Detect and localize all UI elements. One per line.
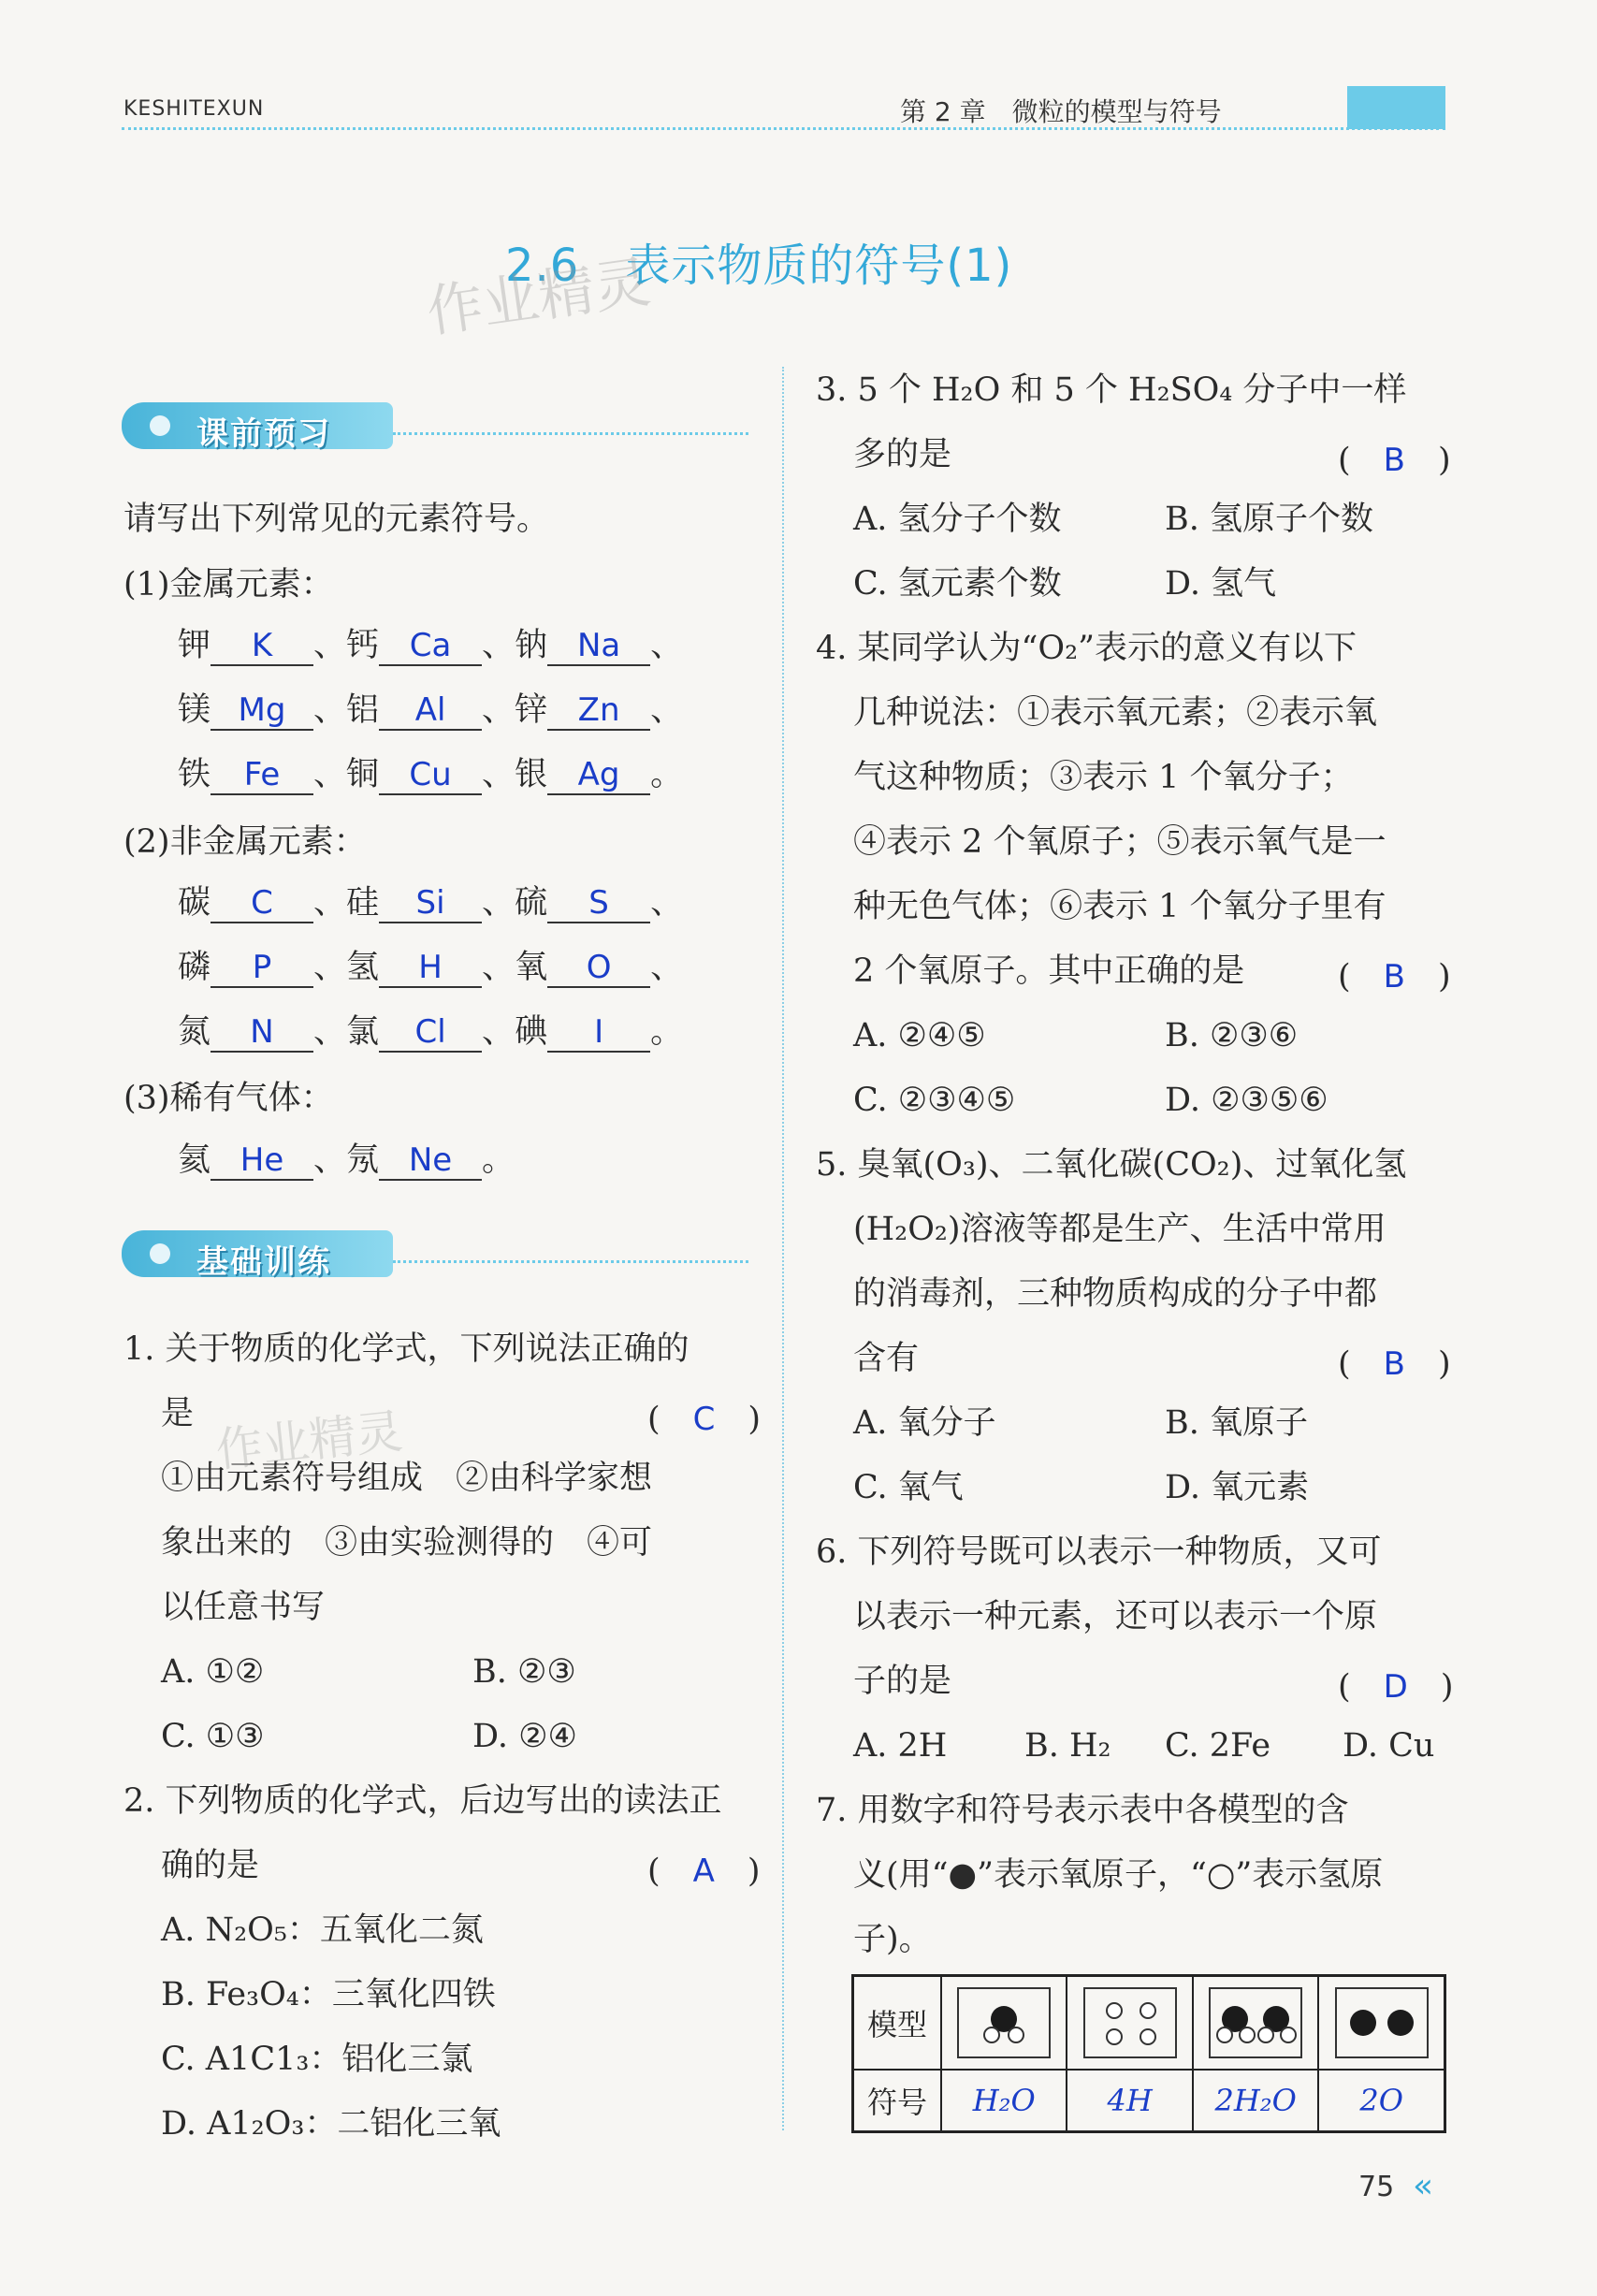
symbol-cell-4: 2O: [1318, 2070, 1445, 2131]
q3-option-b: B. 氢原子个数: [1165, 501, 1373, 538]
element-name: 锌: [515, 691, 548, 729]
answer-letter: A: [692, 1853, 715, 1890]
answer-blank: He: [211, 1141, 313, 1181]
answer-blank: O: [547, 949, 650, 988]
banner-tail: [393, 432, 748, 435]
model-cell-2: [1067, 1976, 1192, 2071]
q3-stem-2: 多的是: [853, 436, 952, 473]
q6-option-b: B. H₂: [1024, 1727, 1111, 1765]
element-name: 镁: [178, 691, 211, 729]
q5-stem-3: 的消毒剂，三种物质构成的分子中都: [853, 1275, 1378, 1313]
answer-blank: Zn: [547, 691, 650, 731]
element-name: 氦: [178, 1141, 211, 1179]
answer-blank: I: [547, 1013, 650, 1053]
banner-dot-icon: [150, 1243, 170, 1264]
symbol-cell-1: H₂O: [941, 2070, 1067, 2131]
q7-stem-1: 7. 用数字和符号表示表中各模型的含: [816, 1792, 1349, 1829]
model-cell-4: [1318, 1976, 1445, 2071]
answer-blank: N: [211, 1013, 313, 1053]
nonmetal-row-2: 磷 P 、氢 H 、氧 O 、: [178, 949, 684, 986]
metal-heading: (1)金属元素：: [123, 566, 334, 603]
q6-option-d: D. Cu: [1343, 1727, 1435, 1765]
q1-option-d: D. ②④: [472, 1718, 577, 1755]
q5-stem-1: 5. 臭氧(O₃)、二氧化碳(CO₂)、过氧化氢: [816, 1146, 1407, 1184]
chapter-title: 第 2 章 微粒的模型与符号: [900, 96, 1222, 127]
row-label-model: 模型: [853, 1976, 942, 2071]
q3-stem-1: 3. 5 个 H₂O 和 5 个 H₂SO₄ 分子中一样: [816, 371, 1407, 409]
element-name: 碳: [178, 884, 211, 922]
two-water-molecules-icon: [1209, 1987, 1302, 2058]
q2-stem-2: 确的是: [161, 1847, 260, 1884]
answer-blank: Cu: [379, 756, 482, 795]
symbol-cell-2: 4H: [1067, 2070, 1192, 2131]
element-name: 氯: [346, 1013, 380, 1051]
model-table: [851, 1974, 1446, 2133]
element-name: 铝: [346, 691, 380, 729]
answer-blank: P: [211, 949, 313, 988]
q4-stem-6: 2 个氧原子。其中正确的是: [853, 952, 1245, 990]
answer-blank: Fe: [211, 756, 313, 795]
symbol-cell-3: 2H₂O: [1193, 2070, 1318, 2131]
q6-answer: ( D ): [1338, 1668, 1454, 1706]
q3-answer: ( B ): [1338, 442, 1451, 479]
q2-stem-1: 2. 下列物质的化学式，后边写出的读法正: [123, 1782, 722, 1820]
q1-stem-2: 是: [161, 1395, 195, 1432]
answer-letter: B: [1383, 1345, 1405, 1383]
lesson-title: 2.6 表示物质的符号(1): [505, 240, 1013, 292]
q6-stem-3: 子的是: [853, 1663, 952, 1700]
q1-option-c: C. ①③: [161, 1718, 265, 1755]
answer-blank: Ne: [379, 1141, 482, 1181]
element-name: 钠: [515, 627, 548, 664]
nonmetal-heading: (2)非金属元素：: [123, 823, 367, 861]
answer-blank: H: [379, 949, 482, 988]
q5-option-a: A. 氧分子: [853, 1404, 996, 1442]
element-name: 磷: [178, 949, 211, 986]
q5-stem-2: (H₂O₂)溶液等都是生产、生活中常用: [853, 1211, 1386, 1248]
q7-stem-3: 子)。: [853, 1921, 932, 1958]
q4-stem-3: 气这种物质；③表示 1 个氧分子；: [853, 759, 1354, 796]
q2-option-b: B. Fe₃O₄：三氧化四铁: [161, 1976, 496, 2013]
nonmetal-row-1: 碳 C 、硅 Si 、硫 S 、: [178, 884, 684, 922]
metal-row-3: 铁 Fe 、铜 Cu 、银 Ag 。: [178, 756, 684, 793]
section-title-preview: 课前预习: [196, 415, 331, 453]
element-name: 氢: [346, 949, 380, 986]
column-divider: [782, 367, 784, 2130]
q5-answer: ( B ): [1338, 1345, 1451, 1383]
answer-blank: Mg: [211, 691, 313, 731]
answer-blank: Na: [547, 627, 650, 666]
header-brand: KESHITEXUN: [123, 97, 265, 121]
q6-option-a: A. 2H: [853, 1727, 948, 1765]
q1-option-b: B. ②③: [472, 1653, 576, 1691]
q4-option-a: A. ②④⑤: [853, 1017, 986, 1054]
element-name: 钾: [178, 627, 211, 664]
metal-row-1: 钾 K 、钙 Ca 、钠 Na 、: [178, 627, 684, 664]
answer-blank: Ag: [547, 756, 650, 795]
nonmetal-row-3: 氮 N 、氯 Cl 、碘 I 。: [178, 1013, 684, 1051]
answer-letter: C: [692, 1401, 716, 1438]
element-name: 碘: [515, 1013, 548, 1051]
q1-stem-1: 1. 关于物质的化学式，下列说法正确的: [123, 1330, 690, 1368]
q4-stem-5: 种无色气体；⑥表示 1 个氧分子里有: [853, 888, 1386, 925]
row-label-symbol: 符号: [853, 2070, 942, 2131]
element-name: 硅: [346, 884, 380, 922]
answer-letter: B: [1383, 442, 1405, 479]
header-divider: [122, 127, 1445, 130]
q4-answer: ( B ): [1338, 958, 1451, 995]
element-name: 钙: [346, 627, 380, 664]
q2-option-a: A. N₂O₅：五氧化二氮: [161, 1911, 484, 1949]
four-hydrogen-atoms-icon: [1083, 1987, 1177, 2058]
answer-blank: K: [211, 627, 313, 666]
q7-stem-2: 义(用“●”表示氧原子，“○”表示氢原: [853, 1856, 1384, 1894]
banner-dot-icon: [150, 415, 170, 436]
q6-stem-1: 6. 下列符号既可以表示一种物质，又可: [816, 1533, 1382, 1571]
q4-option-c: C. ②③④⑤: [853, 1082, 1016, 1119]
answer-blank: C: [211, 884, 313, 923]
element-name: 银: [515, 756, 548, 793]
section-banner-preview: [122, 402, 748, 453]
watermark: 作业精灵: [212, 1403, 405, 1478]
answer-blank: Ca: [379, 627, 482, 666]
section-banner-basic: [122, 1230, 748, 1281]
q4-stem-4: ④表示 2 个氧原子；⑤表示氧气是一: [853, 823, 1386, 861]
answer-blank: S: [547, 884, 650, 923]
preview-intro: 请写出下列常见的元素符号。: [123, 501, 550, 538]
q4-option-d: D. ②③⑤⑥: [1165, 1082, 1328, 1119]
header-color-block: [1347, 86, 1445, 129]
answer-blank: Si: [379, 884, 482, 923]
element-name: 氧: [515, 949, 548, 986]
q3-option-c: C. 氢元素个数: [853, 565, 1062, 603]
answer-blank: Al: [379, 691, 482, 731]
q1-answer: ( C ): [647, 1401, 762, 1438]
two-oxygen-atoms-icon: [1335, 1987, 1429, 2058]
q6-stem-2: 以表示一种元素，还可以表示一个原: [853, 1598, 1378, 1635]
noble-gas-heading: (3)稀有气体：: [123, 1080, 334, 1117]
q4-option-b: B. ②③⑥: [1165, 1017, 1299, 1054]
q5-option-d: D. 氧元素: [1165, 1469, 1310, 1506]
q3-option-d: D. 氢气: [1165, 565, 1277, 603]
section-title-basic: 基础训练: [196, 1243, 331, 1281]
element-name: 铁: [178, 756, 211, 793]
banner-tail: [393, 1260, 748, 1263]
q4-stem-1: 4. 某同学认为“O₂”表示的意义有以下: [816, 630, 1357, 667]
metal-row-2: 镁 Mg 、铝 Al 、锌 Zn 、: [178, 691, 684, 729]
noble-gas-row: 氦 He 、氖 Ne 。: [178, 1141, 515, 1179]
q6-option-c: C. 2Fe: [1165, 1727, 1271, 1765]
answer-blank: Cl: [379, 1013, 482, 1053]
q2-answer: ( A ): [647, 1853, 761, 1890]
q5-stem-4: 含有: [853, 1340, 920, 1377]
answer-letter: B: [1383, 958, 1405, 995]
q1-option-a: A. ①②: [161, 1653, 265, 1691]
double-chevron-left-icon: «: [1413, 2167, 1434, 2205]
element-name: 铜: [346, 756, 380, 793]
water-molecule-icon: [957, 1987, 1051, 2058]
watermark: 作业精灵: [422, 249, 655, 346]
model-cell-3: [1193, 1976, 1318, 2071]
q3-option-a: A. 氢分子个数: [853, 501, 1062, 538]
q2-option-d: D. A1₂O₃：二铝化三氧: [161, 2105, 501, 2143]
model-cell-1: [941, 1976, 1067, 2071]
element-name: 氮: [178, 1013, 211, 1051]
q5-option-c: C. 氧气: [853, 1469, 964, 1506]
page-number: 75: [1358, 2171, 1395, 2203]
q4-stem-2: 几种说法：①表示氧元素；②表示氧: [853, 694, 1378, 732]
element-name: 硫: [515, 884, 548, 922]
q1-stem-5: 以任意书写: [161, 1589, 326, 1626]
q1-stem-3: ①由元素符号组成 ②由科学家想: [161, 1460, 653, 1497]
q2-option-c: C. A1C1₃：铝化三氯: [161, 2041, 473, 2078]
answer-letter: D: [1383, 1668, 1408, 1706]
element-name: 氖: [346, 1141, 380, 1179]
q5-option-b: B. 氧原子: [1165, 1404, 1308, 1442]
q1-stem-4: 象出来的 ③由实验测得的 ④可: [161, 1524, 653, 1562]
